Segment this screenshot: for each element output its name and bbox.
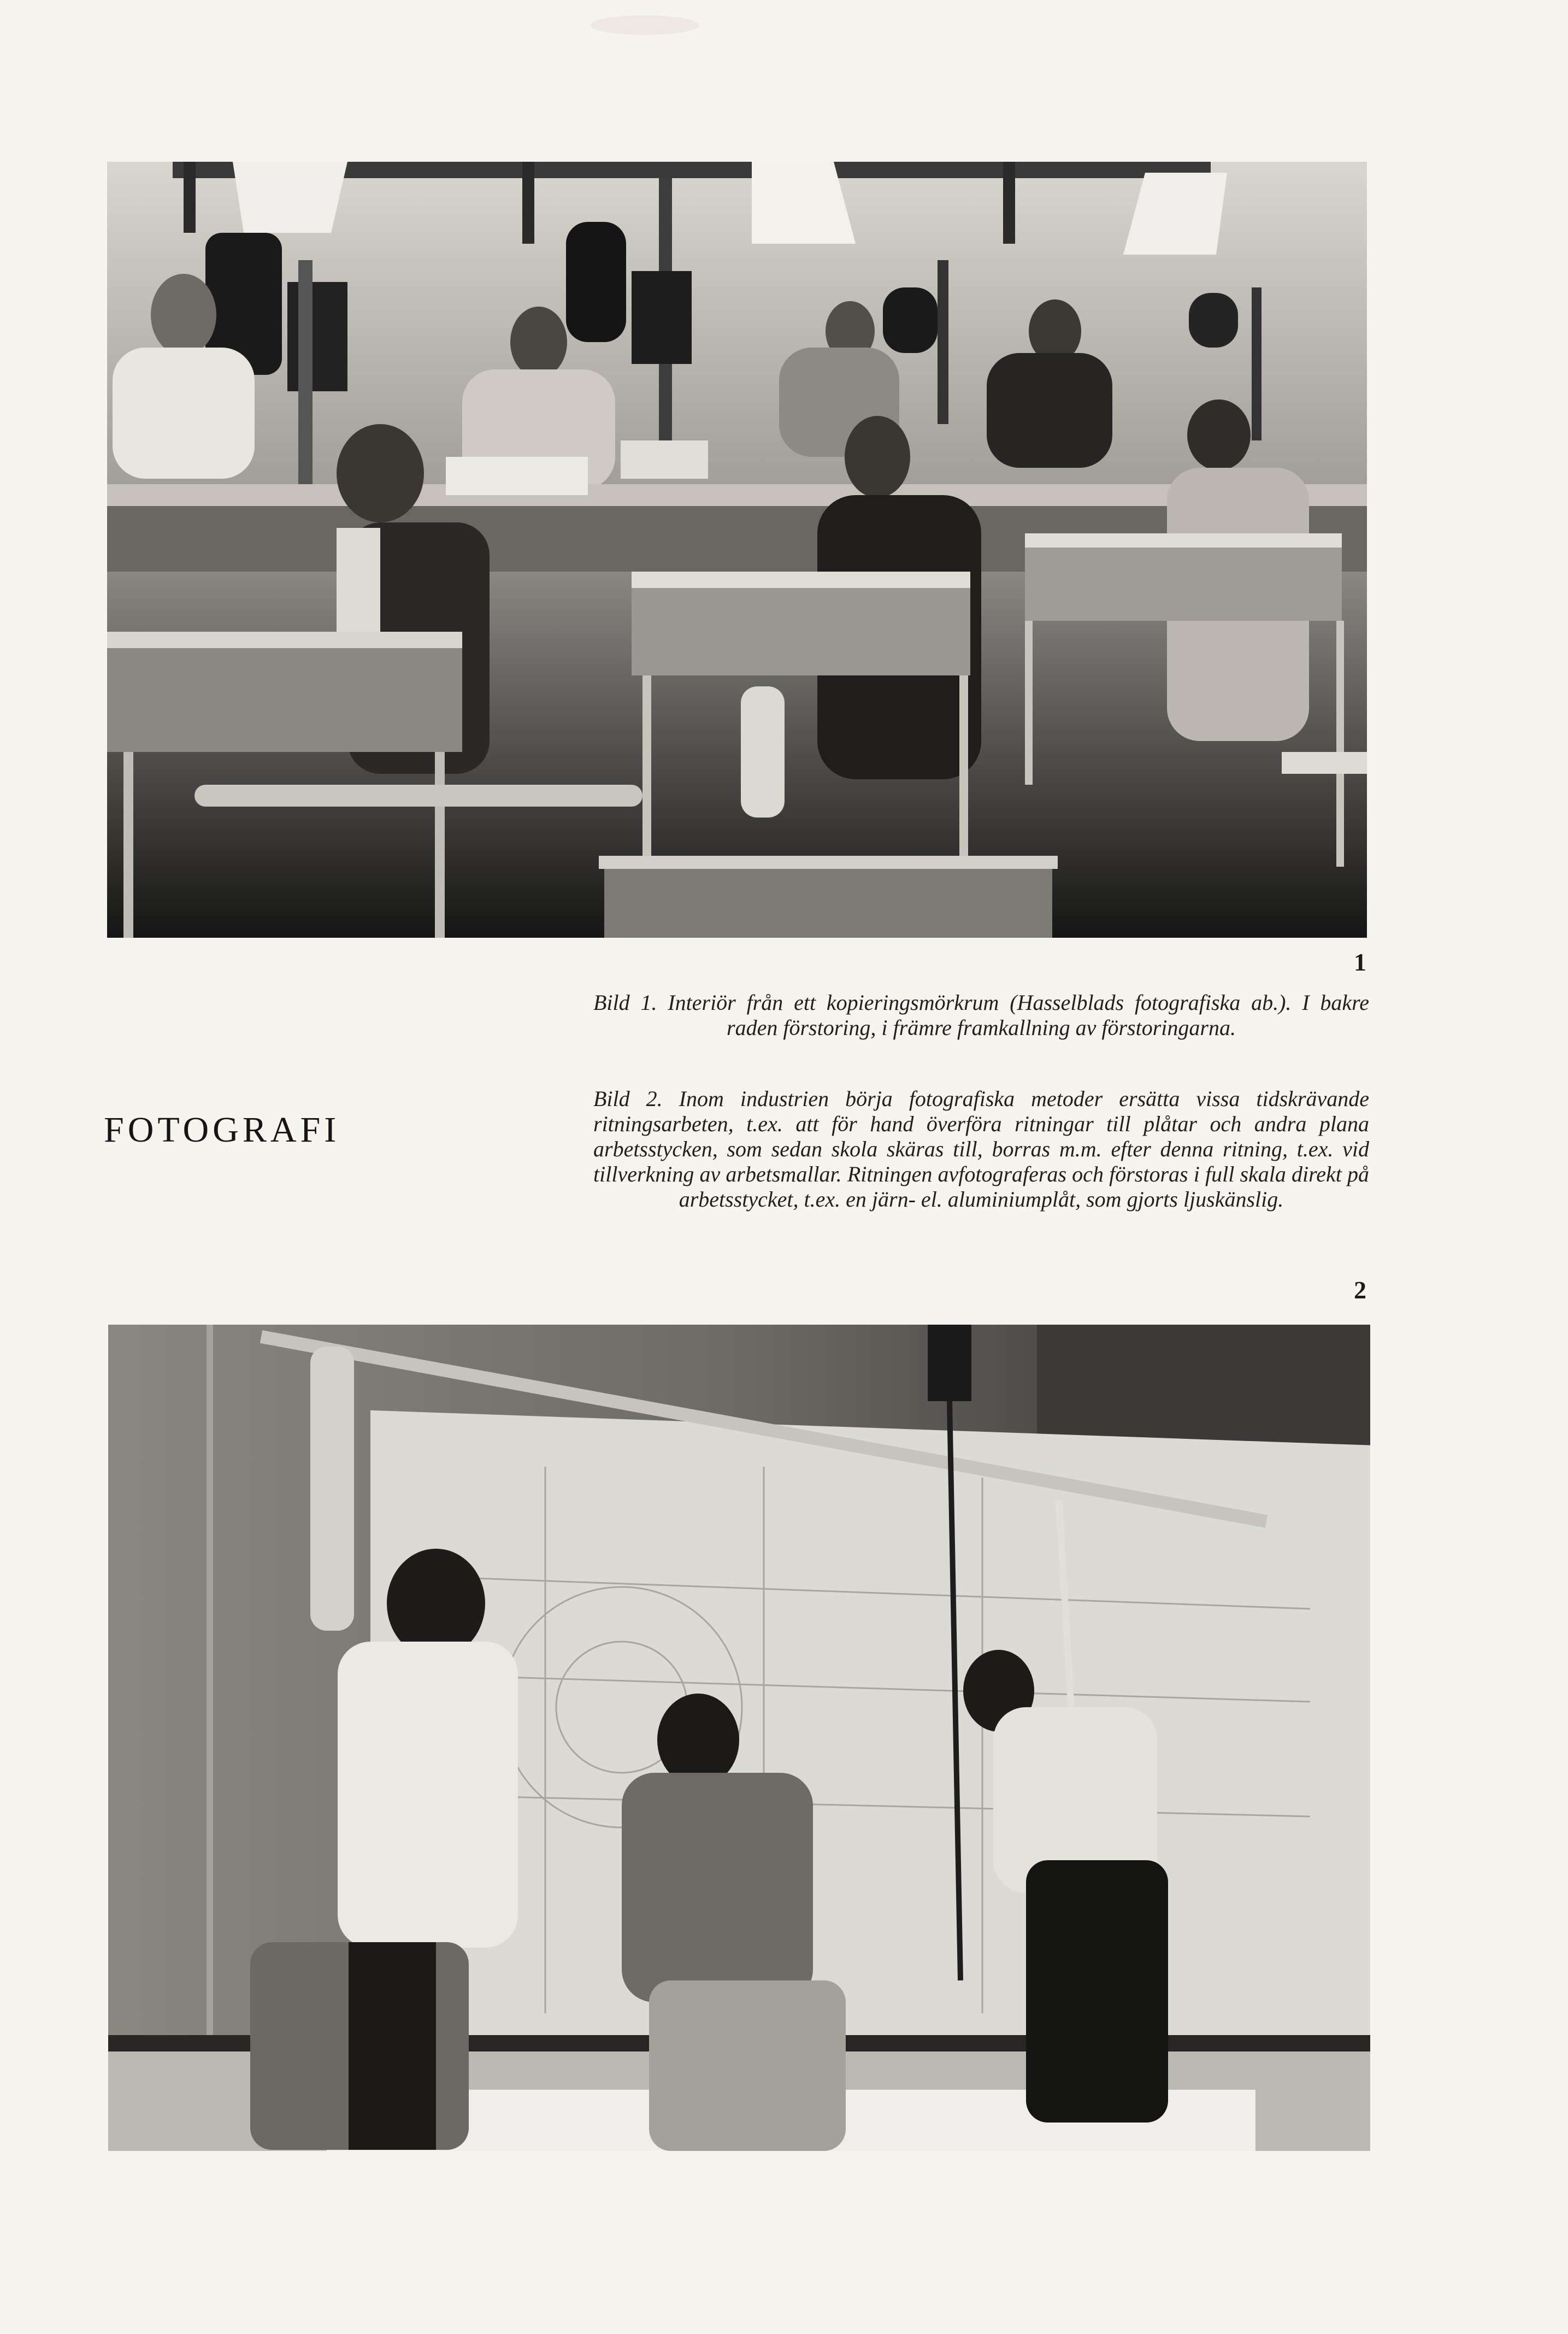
photo-drawing-projection [108,1325,1370,2151]
figure-caption-1: Bild 1. Interiör från ett kopieringsmörkrum (Hasselblads fotografiska ab.). I bakre raden förstoring, i främre framkallning av förstoringarna. [593,990,1369,1040]
figure-number-2: 2 [1354,1276,1366,1304]
section-title: FOTOGRAFI [104,1110,340,1150]
paper-stain [590,15,699,35]
photo-darkroom-interior [107,162,1367,938]
figure-number-1: 1 [1354,948,1366,976]
figure-caption-2: Bild 2. Inom industrien börja fotografiska metoder ersätta vissa tidskrävande ritningsarbeten, t.ex. att för hand överföra ritningar till plåtar och andra plana arbetsstycken, som sedan skola skäras till, borras m.m. efter denna ritning, t.ex. vid tillverkning av arbetsmallar. Ritningen avfotograferas och förstoras i full skala direkt på arbetsstycket, t.ex. en järn- el. aluminiumplåt, som gjorts ljuskänslig. [593,1086,1369,1212]
